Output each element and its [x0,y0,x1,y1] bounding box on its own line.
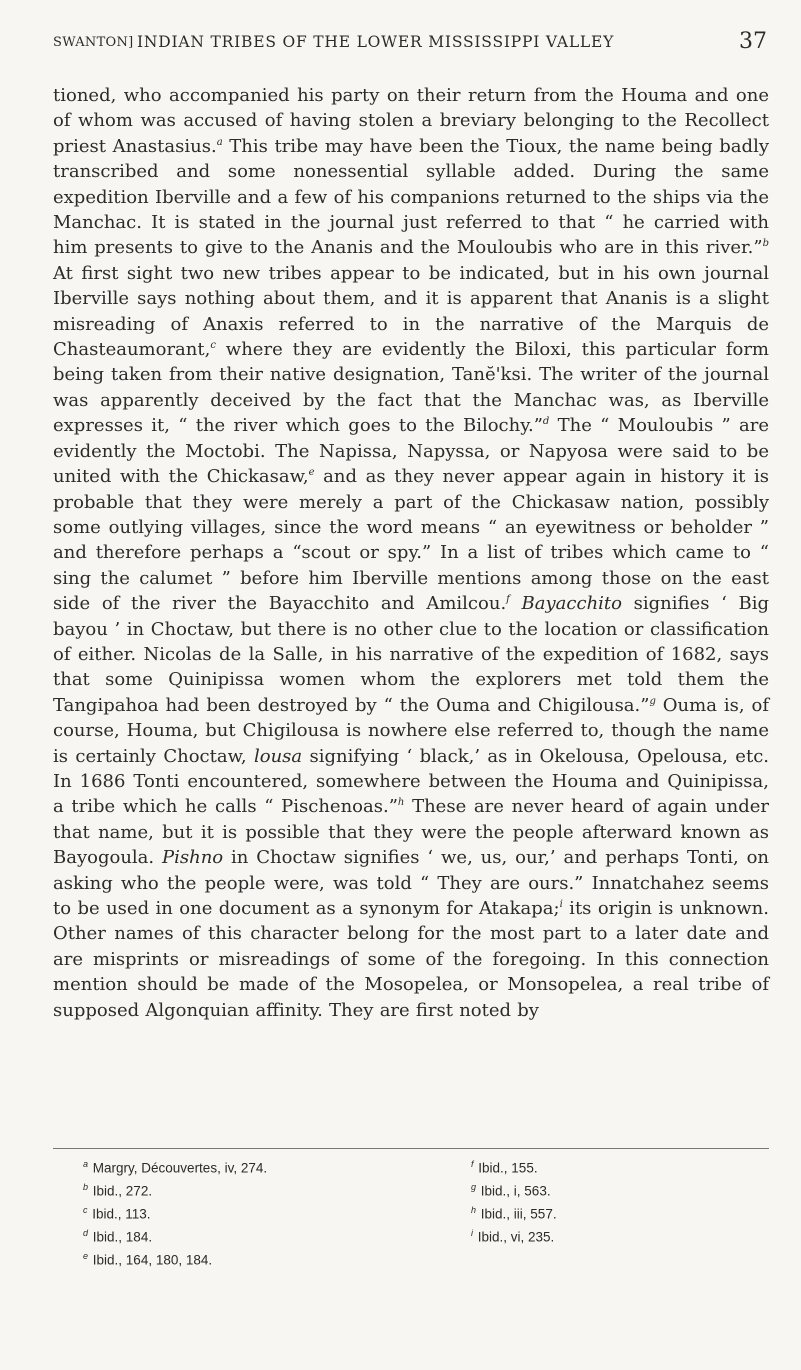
text-run: and as they never appear again in history it is probable that they were merely a part of the Chickasaw nation, possibly some outlying villages, since the word means “ an eyewitness or beholder ” and therefore perhaps a “scout or spy.” In a list of tribes which came to “ sing the calumet ” before him Iberville mentions among those on the east side of the river the Bayacchito and Amilcou. [53,466,769,615]
text-run: These are never heard of again under that name, but it is possible that they were the people afterward known as Bayogoula. [53,796,769,869]
text-run: The “ Mouloubis ” are evidently the Moctobi. The Napissa, Napyssa, or Napyosa were said to be united with the Chickasaw, [53,415,769,488]
footnote-ref: a [216,136,223,148]
footnotes-right-column [471,1155,771,1247]
footnote-ref: h [397,797,405,809]
footnote-ref: c [210,340,216,352]
text-run: At first sight two new tribes appear to be indicated, but in his own journal Iberville says nothing about them, and it is apparent that Ananis is a slight misreading of Anaxis referred to in the narrative of the Marquis de Chasteaumorant, [53,262,769,361]
footnote-ref: b [762,238,769,250]
footnote-ref: i [559,899,563,910]
footnote-divider [53,1148,769,1149]
footnote-text: Ibid., vi, 235. [477,1229,555,1245]
footnote-mark: a [83,1159,89,1169]
footnote-mark: g [471,1182,477,1192]
footnote [83,1155,423,1178]
italic-term: Bayacchito [521,593,622,615]
footnote-text: Ibid., 272. [92,1183,153,1199]
text-run: This tribe may have been the Tioux, the name being badly transcribed and some nonessential syllable added. During the same expedition Iberville and a few of his companions returned to the ships via the Manchac. It is stated in the journal just referred to that “ he carried with him presents to give to the Ananis and the Mouloubis who are in this river.” [53,135,769,259]
footnote-text: Ibid., 155. [478,1160,538,1176]
text-run: tioned, who accompanied his party on their return from the Houma and one of whom was accused of having stolen a breviary belonging to the Recollect priest Anastasius. [53,85,769,157]
footnote-mark: i [471,1228,473,1238]
footnote-mark: f [471,1159,474,1169]
footnote-ref: e [308,467,315,479]
footnote-mark: c [83,1205,88,1215]
footnote-mark: h [471,1205,477,1215]
text-run: signifies ‘ Big bayou ’ in Choctaw, but there is no other clue to the location or classification of either. Nicolas de la Salle, in his narrative of the expedition of 1682, says that some Quinipissa women whom the explorers met told them the Tangipahoa had been destroyed by “ the Ouma and Chigilousa.” [53,593,769,716]
footnote-text: Margry, Découvertes, iv, 274. [92,1160,268,1176]
text-run: signifying ‘ black,’ as in Okelousa, Opelousa, etc. In 1686 Tonti encountered, somewhere between the Houma and Quinipissa, a tribe which he calls “ Pischenoas.” [53,745,769,818]
footnote [471,1224,771,1247]
footnote-mark: e [83,1251,89,1261]
footnote-ref: d [542,416,550,428]
footnote [83,1247,423,1270]
text-run: where they are evidently the Biloxi, this particular form being taken from their native designation, Tanĕ'ksi. The writer of the journal was apparently deceived by the fact that the Manchac was, as Iberville expresses it, “ the river which goes to the Bilochy.” [53,339,769,437]
footnote-mark: b [83,1182,89,1192]
footnote-text: Ibid., i, 563. [480,1183,551,1199]
italic-term: Pishno [162,847,224,869]
footnote-text: Ibid., 164, 180, 184. [92,1252,213,1268]
footnote-text: Ibid., iii, 557. [480,1206,557,1222]
footnote [83,1201,423,1224]
text-run: Ouma is, of course, Houma, but Chigilousa is nowhere else referred to, though the name is certainly Choctaw, [53,694,770,767]
footnotes-left-column [83,1155,423,1270]
footnote-mark: d [83,1228,89,1238]
footnote [471,1178,771,1201]
footnote-ref: g [649,695,656,707]
page-number: 37 [739,29,767,54]
header-title: INDIAN TRIBES OF THE LOWER MISSISSIPPI VALLEY [137,33,615,51]
footnote-text: Ibid., 184. [92,1229,153,1245]
text-run: its origin is unknown. Other names of this character belong for the most part to a later date and are misprints or misreadings of some of the foregoing. In this connection mention should be made of the Mosopelea, or Monsopelea, a real tribe of supposed Algonquian affinity. They are first noted by [53,898,769,1021]
main-paragraph [53,83,769,1023]
footnote-ref: f [506,594,510,606]
footnote [471,1201,771,1224]
italic-term: lousa [253,745,303,767]
footnote [471,1155,771,1178]
running-header [53,31,767,55]
text-run: in Choctaw signifies ‘ we, us, our,’ and perhaps Tonti, on asking who the people were, was told “ They are ours.” Innatchahez seems to be used in one document as a synonym for Atakapa; [53,847,769,919]
footnote-text: Ibid., 113. [92,1206,151,1222]
header-author: SWANTON] [53,35,134,50]
footnote [83,1224,423,1247]
footnote [83,1178,423,1201]
